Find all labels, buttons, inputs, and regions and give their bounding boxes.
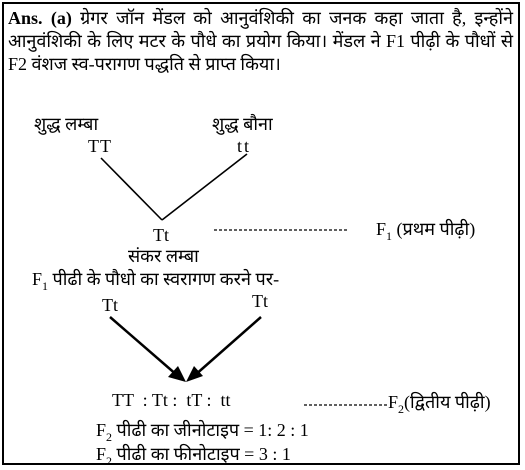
tall-parent-line [101,158,162,220]
dwarf-parent-line [162,154,247,220]
pure-tall-label: शुद्ध लम्बा [34,114,99,134]
f2-genotypes: TT : Tt : tT : tt [112,390,231,410]
f1-genotype: Tt [153,225,169,245]
answer-text: ग्रेगर जॉन मेंडल को आनुवंशिकी का जनक कहा जाता है, इन्होंने आनुवंशिकी के लिए मटर के पौधे का प्रयोग किया। मेंडल ने F1 पीढ़ी के पौधों से F2 वंशज स्व-परागण पद्धति से प्राप्त किया। [8,8,513,74]
f1-generation-marker: $F_1$ (प्रथम पीढ़ी) [376,219,476,243]
right-cross-arrow [194,317,261,376]
phenotype-ratio: $F_2$ पीढी का फीनोटाइप = 3 : 1 [96,444,291,468]
left-cross-arrow [110,317,178,376]
self-pollination-line: $F_1$ पीढी के पौधो का स्वरागण करने पर- [32,269,280,293]
pure-dwarf-genotype: tt [237,136,252,156]
pure-dwarf-label: शुद्ध बौना [212,114,273,134]
genotype-ratio: $F_2$ पीढी का जीनोटाइप = 1: 2 : 1 [96,420,309,444]
answer-prefix: Ans. (a) [8,8,72,28]
f2-generation-marker: $F_2(द्वितीय$ पीढ़ी) [388,392,491,416]
hybrid-tall-label: संकर लम्बा [128,246,199,266]
answer-card [2,2,520,468]
parent-left-genotype: Tt [102,295,118,315]
pure-tall-genotype: TT [88,136,112,156]
right-arrowhead [186,366,203,382]
parent-right-genotype: Tt [252,291,268,311]
